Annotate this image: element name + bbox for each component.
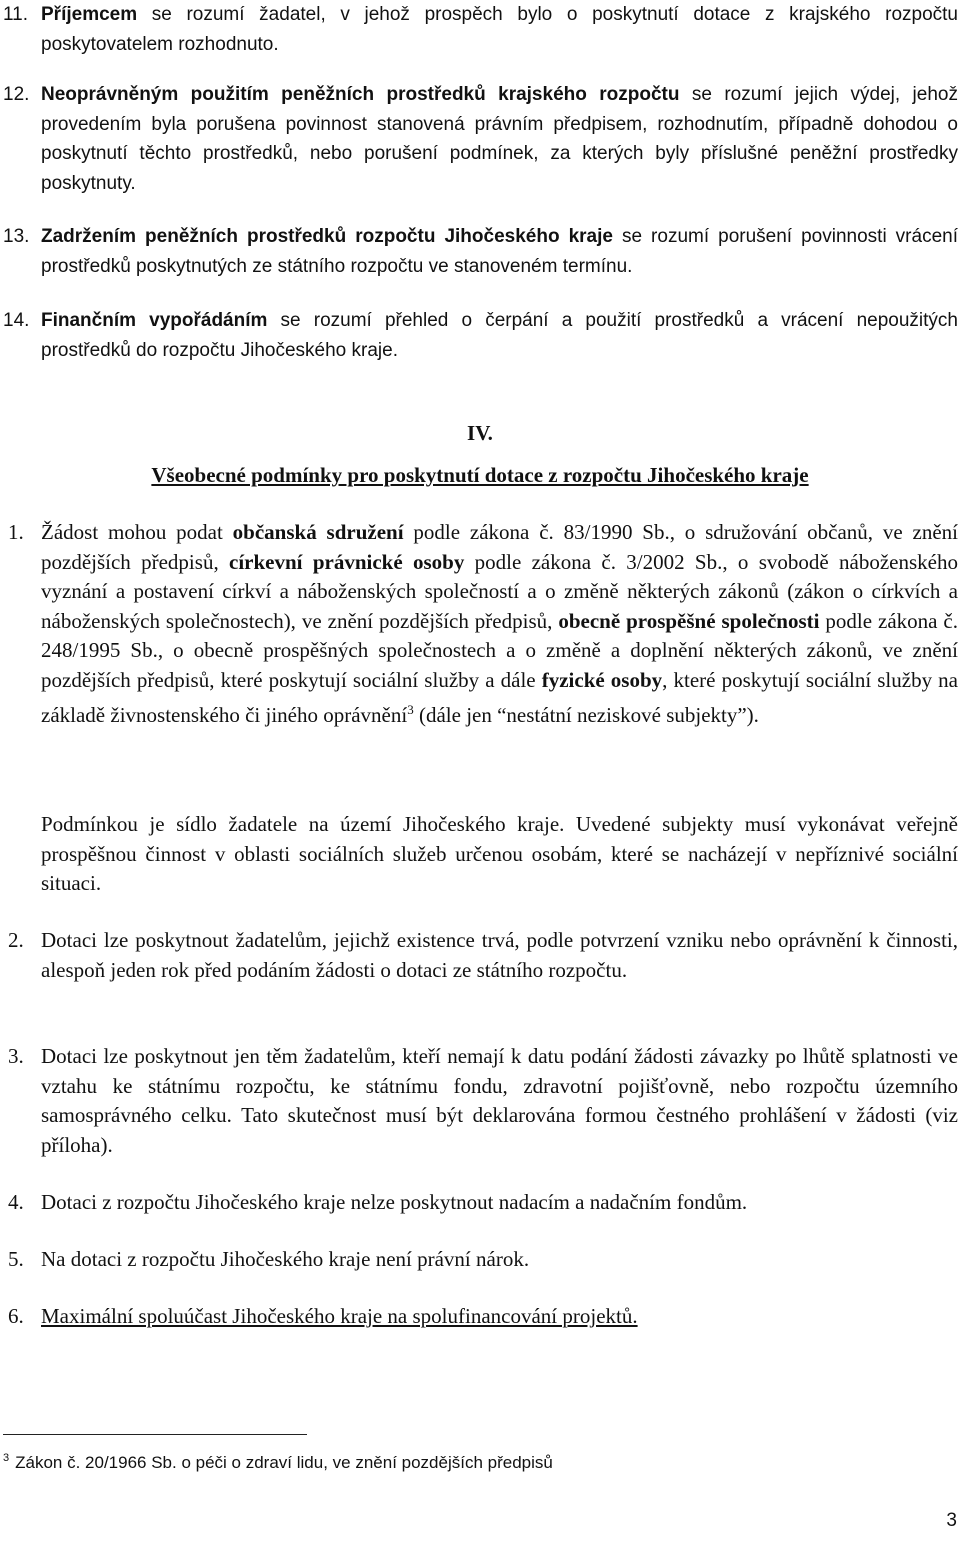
- definition-description: se rozumí žadatel, v jehož prospěch bylo o poskytnutí dotace z krajského rozpočtu poskytovatelem rozhodnuto.: [41, 4, 958, 55]
- item-number: 3.: [8, 1044, 24, 1068]
- footnote-divider: [3, 1434, 307, 1435]
- definition-number: 12.: [3, 84, 30, 105]
- bold-term: církevní právnické osoby: [229, 549, 465, 574]
- definition-text: [41, 306, 958, 365]
- definition-number: 14.: [3, 310, 30, 331]
- definition-term: Neoprávněným použitím peněžních prostředků krajského rozpočtu: [41, 84, 680, 105]
- footnote-text: Zákon č. 20/1966 Sb. o péči o zdraví lidu, ve znění pozdějších předpisů: [15, 1453, 553, 1472]
- section-title: Všeobecné podmínky pro poskytnutí dotace z rozpočtu Jihočeského kraje: [151, 463, 809, 487]
- definition-description: se rozumí porušení povinnosti vrácení prostředků poskytnutých ze státního rozpočtu ve stanoveném termínu.: [41, 226, 958, 277]
- definition-text: [41, 0, 958, 59]
- item-number: 5.: [8, 1247, 24, 1271]
- item-number: 1.: [8, 520, 24, 544]
- definition-description: se rozumí jejich výdej, jehož provedením byla porušena povinnost stanovená právním předpisem, rozhodnutím, případně dohodou o poskytnutí těchto prostředků, nebo porušení podmínek, za kterých byly příslušné peněžní prostředky poskytnuty.: [41, 84, 958, 194]
- item-text: Dotaci lze poskytnout jen těm žadatelům, kteří nemají k datu podání žádosti závazky po lhůtě splatnosti ve vztahu ke státnímu rozpočtu, ke státnímu fondu, zdravotní pojišťovně, nebo rozpočtu územního samosprávného celku. Tato skutečnost musí být deklarována formou čestného prohlášení v žádosti (viz příloha).: [41, 1044, 958, 1157]
- item-text: Maximální spoluúčast Jihočeského kraje na spolufinancování projektů.: [41, 1304, 638, 1328]
- item-number: 2.: [8, 928, 24, 952]
- item-number: 6.: [8, 1304, 24, 1328]
- text-run: , které poskytují sociální služby na základě živnostenského či jiného oprávnění: [41, 667, 958, 727]
- text-run: (dále jen “nestátní neziskové subjekty”).: [413, 703, 759, 727]
- text-run: podle zákona č. 248/1995 Sb., o obecně prospěšných společnostech a o změně a doplnění některých zákonů, ve znění pozdějších předpisů, které poskytují sociální služby a dále: [41, 608, 958, 692]
- definition-text: [41, 222, 958, 281]
- bold-term: obecně prospěšné společnosti: [558, 608, 820, 633]
- item-text: Dotaci z rozpočtu Jihočeského kraje nelze poskytnout nadacím a nadačním fondům.: [41, 1190, 748, 1214]
- item-text: Podmínkou je sídlo žadatele na území Jihočeského kraje. Uvedené subjekty musí vykonávat veřejně prospěšnou činnost v oblasti sociálních služeb určenou osobám, které se nacházejí v nepříznivé sociální situaci.: [41, 812, 958, 895]
- footnote-reference: 3: [407, 702, 414, 717]
- text-run: podle zákona č. 83/1990 Sb., o sdružování občanů, ve znění pozdějších předpisů,: [41, 520, 958, 574]
- bold-term: občanská sdružení: [232, 520, 404, 544]
- text-run: Žádost mohou podat: [41, 520, 233, 544]
- bold-term: fyzické osoby: [541, 667, 663, 692]
- text-run: podle zákona č. 3/2002 Sb., o svobodě náboženského vyznání a postavení církví a náboženských společností a o změně některých zákonů (zákon o církvích a náboženských společnostech), ve znění pozdějších předpisů,: [41, 549, 958, 633]
- item-text: [41, 518, 958, 731]
- item-text: Na dotaci z rozpočtu Jihočeského kraje není právní nárok.: [41, 1247, 530, 1271]
- definition-term: Příjemcem: [41, 4, 138, 25]
- item-number: 4.: [8, 1190, 24, 1214]
- definition-term: Finančním vypořádáním: [41, 310, 268, 331]
- section-numeral: IV.: [467, 421, 493, 445]
- definition-number: 13.: [3, 226, 30, 247]
- definition-number: 11.: [3, 4, 29, 25]
- definition-text: [41, 80, 958, 198]
- item-text-wrapper: [41, 1302, 958, 1332]
- footnote: [3, 1446, 553, 1475]
- page-number: 3: [946, 1510, 957, 1531]
- definition-description: se rozumí přehled o čerpání a použití prostředků a vrácení nepoužitých prostředků do rozpočtu Jihočeského kraje.: [41, 310, 959, 361]
- footnote-mark: 3: [3, 1452, 10, 1464]
- item-text: Dotaci lze poskytnout žadatelům, jejichž existence trvá, podle potvrzení vzniku nebo oprávnění k činnosti, alespoň jeden rok před podáním žádosti o dotaci ze státního rozpočtu.: [41, 928, 958, 982]
- definition-term: Zadržením peněžních prostředků rozpočtu Jihočeského kraje: [41, 226, 613, 247]
